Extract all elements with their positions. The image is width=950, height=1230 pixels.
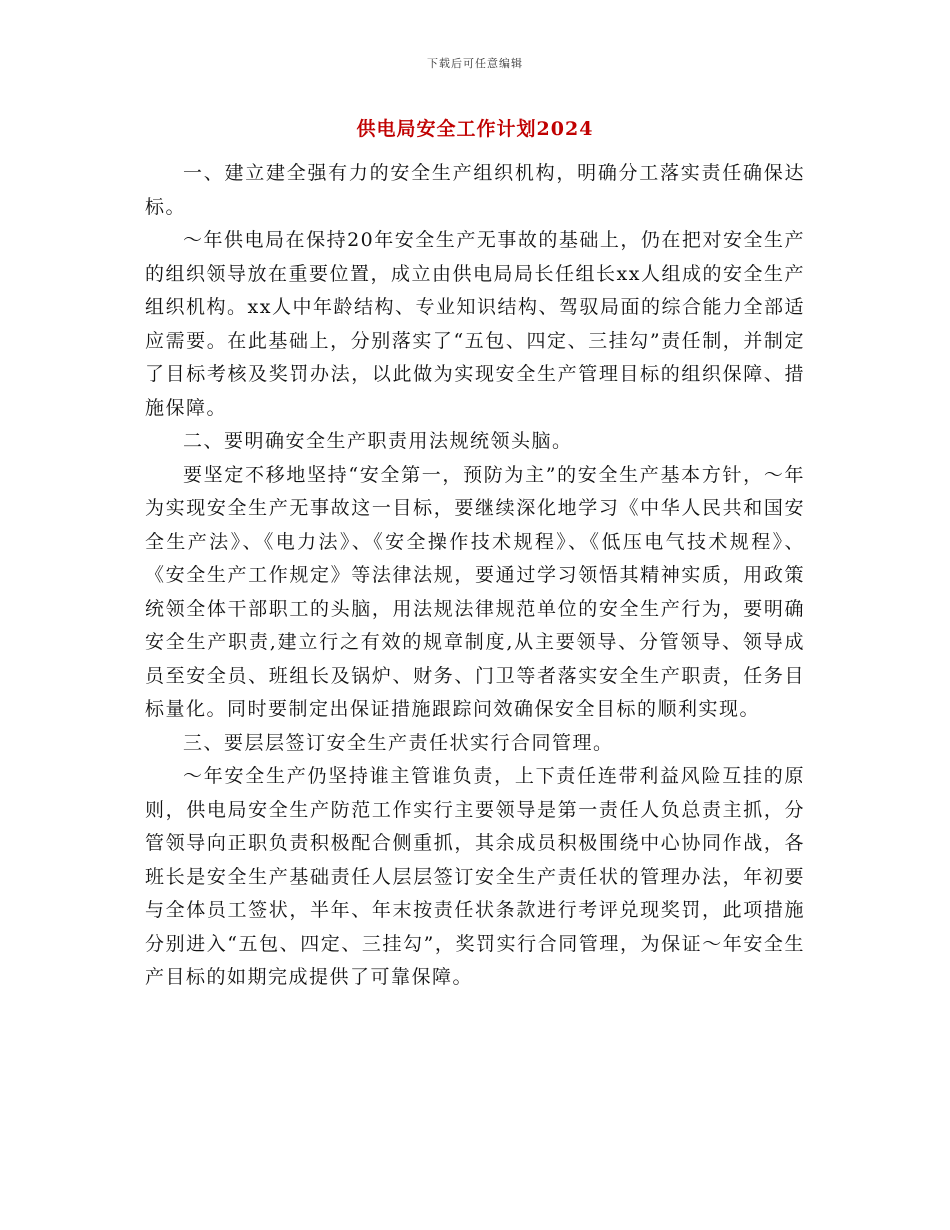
paragraph-section-3-heading: 三、要层层签订安全生产责任状实行合同管理。 [183,731,614,754]
document-title: 供电局安全工作计划2024 [356,118,594,140]
paragraph-section-2-heading: 二、要明确安全生产职责用法规统领头脑。 [183,430,573,452]
paragraph-section-1-heading: 一、建立建全强有力的安全生产组织机构，明确分工落实责任确保达标。 [145,162,805,218]
paragraph-section-2-body: 要坚定不移地坚持“安全第一，预防为主”的安全生产基本方针，～年为实现安全生产无事故这一目标，要继续深化地学习《中华人民共和国安全生产法》、《电力法》、《安全操作技术规程》、《低压电气技术规程》、《安全生产工作规定》等法律法规，要通过学习领悟其精神实质，用政策统领全体干部职工的头脑，用法规法律规范单位的安全生产行为，要明确安全生产职责,建立行之有效的规章制度,从主要领导、分管领导、领导成员至安全员、班组长及锅炉、财务、门卫等者落实安全生产职责，任务目标量化。同时要制定出保证措施跟踪问效确保安全目标的顺利实现。 [145,463,805,720]
paragraph-section-3-body: ～年安全生产仍坚持谁主管谁负责，上下责任连带利益风险互挂的原则，供电局安全生产防范工作实行主要领导是第一责任人负总责主抓，分管领导向正职负责积极配合侧重抓，其余成员积极围绕中心协同作战，各班长是安全生产基础责任人层层签订安全生产责任状的管理办法，年初要与全体员工签状，半年、年末按责任状条款进行考评兑现奖罚，此项措施分别进入“五包、四定、三挂勾”，奖罚实行合同管理，为保证～年安全生产目标的如期完成提供了可靠保障。 [145,765,805,988]
header-note: 下载后可任意编辑 [427,57,523,70]
document-body [145,157,805,995]
paragraph-section-1-body: ～年供电局在保持20年安全生产无事故的基础上，仍在把对安全生产的组织领导放在重要位置，成立由供电局局长任组长xx人组成的安全生产组织机构。xx人中年龄结构、专业知识结构、驾驭局面的综合能力全部适应需要。在此基础上，分别落实了“五包、四定、三挂勾”责任制，并制定了目标考核及奖罚办法，以此做为实现安全生产管理目标的组织保障、措施保障。 [145,229,805,419]
